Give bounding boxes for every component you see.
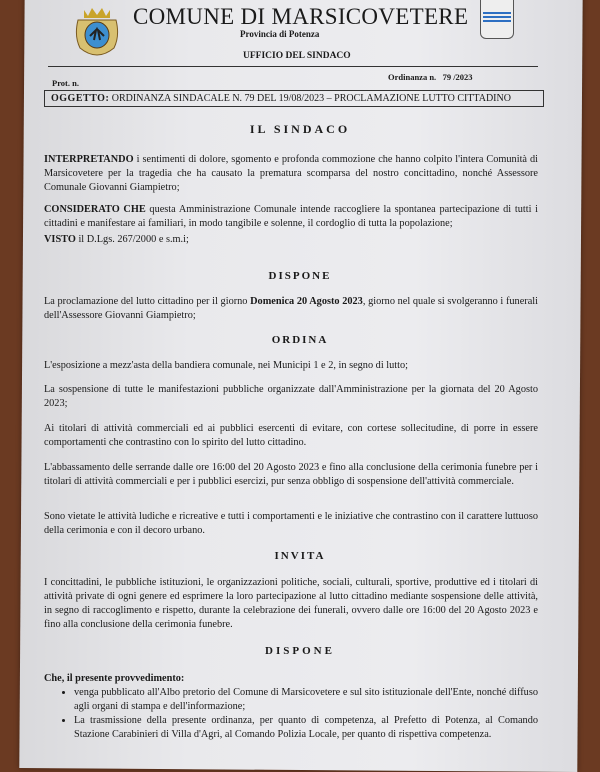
lead: CONSIDERATO CHE — [44, 204, 146, 215]
text: , giorno nel quale si svolgeranno i funerali dell'Assessore Giovanni Giampietro; — [44, 296, 538, 321]
preamble-interpretando — [44, 153, 538, 195]
subject-box — [44, 90, 544, 107]
region-emblem-logo — [480, 0, 514, 39]
text: i sentimenti di dolore, sgomento e profonda commozione che hanno colpito l'intera Comunità di Marsicovetere per la tragedia che ha causato la prematura scomparsa del nostro concittadino, nonché Assessore Comunale Giovanni Giampietro; — [44, 154, 538, 193]
text: La proclamazione del lutto cittadino per il giorno — [44, 296, 251, 307]
preamble-considerato — [44, 203, 538, 231]
dispone-list — [44, 686, 538, 742]
ordina-item: La sospensione di tutte le manifestazioni pubbliche organizzate dall'Amministrazione per la giornata del 20 Agosto 2023; — [44, 384, 538, 409]
office-name: UFFICIO DEL SINDACO — [243, 51, 351, 61]
text: questa Amministrazione Comunale intende raccogliere la spontanea partecipazione di tutti i cittadini e manifestare ai familiari, in modo tangibile e solenne, il cordoglio di tutta la popolazione; — [44, 204, 539, 229]
date-bold: Domenica 20 Agosto 2023 — [250, 296, 363, 307]
ordinance-label: Ordinanza n. — [388, 72, 437, 82]
protocol-label: Prot. n. — [52, 78, 79, 88]
heading-il-sindaco: IL SINDACO — [249, 122, 351, 136]
dispone-text — [44, 295, 538, 323]
municipal-crest-logo — [72, 6, 122, 58]
heading-dispone: DISPONE — [268, 270, 332, 282]
heading-dispone-2: DISPONE — [265, 645, 335, 657]
dispone-intro: Che, il presente provvedimento: — [44, 673, 185, 684]
dispone-2-block — [44, 672, 538, 742]
subject-text: ORDINANZA SINDACALE N. 79 DEL 19/08/2023 – PROCLAMAZIONE LUTTO CITTADINO — [111, 93, 511, 104]
header-divider — [48, 66, 538, 67]
ordina-item: Sono vietate le attività ludiche e ricreative e tutti i comportamenti e le iniziative che contrastino con il carattere luttuoso della cerimonia e con il decoro urbano. — [44, 511, 538, 536]
preamble-visto — [44, 233, 538, 247]
ordinance-number — [388, 72, 473, 82]
lead: INTERPRETANDO — [44, 154, 134, 165]
ordina-item: L'esposizione a mezz'asta della bandiera comunale, nei Municipi 1 e 2, in segno di lutto; — [44, 360, 408, 371]
ordina-item: L'abbassamento delle serrande dalle ore 16:00 del 20 Agosto 2023 e fino alla conclusione della cerimonia funebre per i titolari di attività commerciali e per i pubblici esercizi, pur senza obbligo di sospensione dell'attività commerciale. — [44, 462, 538, 487]
municipality-title: COMUNE DI MARSICOVETERE — [133, 4, 469, 29]
province: Provincia di Potenza — [240, 29, 320, 39]
heading-invita: INVITA — [274, 550, 326, 562]
text: il D.Lgs. 267/2000 e s.m.i; — [75, 234, 189, 245]
ordinance-value: 79 /2023 — [442, 72, 473, 82]
heading-ordina: ORDINA — [271, 334, 329, 346]
invita-text: I concittadini, le pubbliche istituzioni, le organizzazioni politiche, sociali, culturali, sportive, produttive ed i titolari di attività private di ogni genere ed esprimere la loro partecipazione al lutto cittadino mediante sospensione delle attività, in segno di raccoglimento e rispetto, durante la celebrazione dei funerali, ovvero dalle ore 16:00 del 20 Agosto 2023 e fino alla conclusione della cerimonia funebre. — [44, 577, 538, 630]
lead: VISTO — [44, 234, 76, 245]
ordina-item: Ai titolari di attività commerciali ed ai pubblici esercenti di evitare, con cortese sollecitudine, di porre in essere comportamenti che contrastino con lo spirito del lutto cittadino. — [44, 423, 538, 448]
dispone-bullet: • venga pubblicato all'Albo pretorio del Comune di Marsicovetere e sul sito istituzionale dell'Ente, nonché diffuso agli organi di stampa e dell'informazione; — [74, 686, 538, 714]
dispone-bullet: • La trasmissione della presente ordinanza, per quanto di competenza, al Prefetto di Potenza, al Comando Stazione Carabinieri di Villa d'Agri, al Comando Polizia Locale, per quanto di rispettiva competenza. — [74, 714, 538, 742]
subject-label: OGGETTO: — [51, 93, 110, 104]
